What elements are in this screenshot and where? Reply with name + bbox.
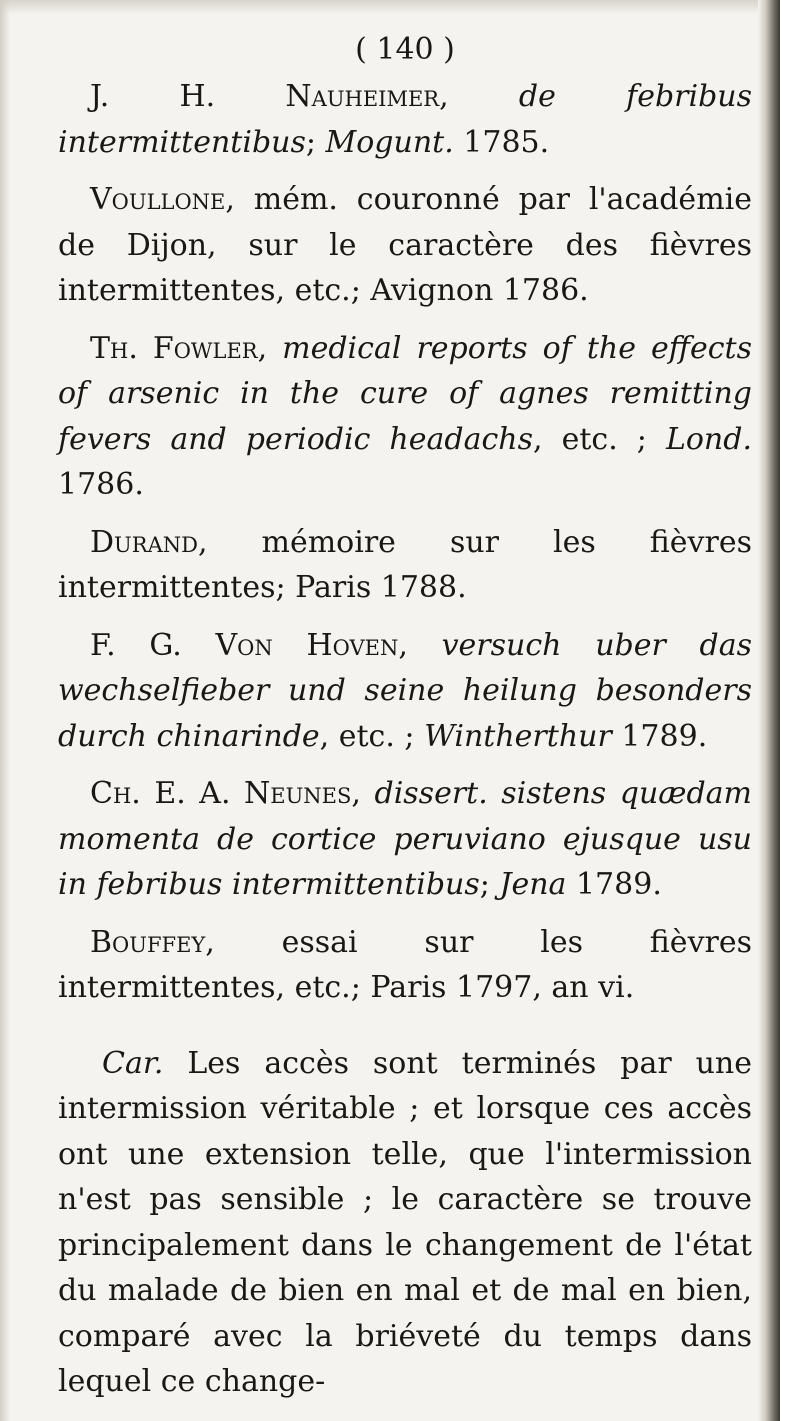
entry-author: Durand <box>90 524 198 560</box>
entry-separator: ; <box>275 570 296 605</box>
entry-separator: , <box>225 182 254 217</box>
entry-separator: , etc. ; <box>319 718 425 754</box>
entry-separator: ; <box>350 970 371 1005</box>
car-text: Les accès sont terminés par une intermission véritable ; et lorsque ces accès ont une extension telle, que l'intermission n'est pas sensible ; le caractère se trouve principalement dans le changement de l'état du malade de bien en mal et de mal en bien, comparé avec la briéveté du temps dans lequel ce change- <box>58 1045 752 1399</box>
binding-shadow <box>758 0 780 1421</box>
page-text-block <box>58 28 752 1421</box>
entry-title: mémoire sur les fièvres intermittentes <box>58 524 752 605</box>
entry-year: 1788. <box>371 570 467 605</box>
entry-year: 1789. <box>611 718 708 754</box>
page-top-edge <box>0 0 780 14</box>
bibliography-entry-von-hoven <box>58 623 752 760</box>
bibliography-entry-durand <box>58 520 752 611</box>
entry-year: 1786. <box>58 467 144 502</box>
entry-separator: , <box>439 79 519 114</box>
bibliography-entry-voullone <box>58 177 752 314</box>
bibliography-entry-neunes <box>58 771 752 908</box>
entry-author: Bouffey <box>90 924 206 960</box>
entry-title: versuch uber das wechselfieber und seine heilung besonders durch chinarinde <box>58 627 753 754</box>
entry-title: de febribus intermittentibus <box>58 79 753 160</box>
page-number: ( 140 ) <box>355 32 455 67</box>
entry-separator: , <box>257 330 283 366</box>
entry-separator: , <box>197 524 262 560</box>
entry-place: Paris <box>370 970 447 1005</box>
entry-year: 1797, an vi. <box>446 970 635 1005</box>
entry-author: Th. Fowler <box>90 330 258 366</box>
bibliography-entry-nauheimer <box>58 74 752 165</box>
characteristics-paragraph <box>58 1041 752 1405</box>
entry-author: J. H. Nauheimer <box>90 79 440 114</box>
entry-author: Voullone <box>90 182 226 217</box>
entry-author: F. G. Von Hoven <box>90 627 399 663</box>
entry-author: Ch. E. A. Neunes <box>90 776 352 811</box>
entry-separator: ; <box>479 867 500 902</box>
entry-place: Avignon <box>370 273 494 308</box>
bibliography-entry-bouffey <box>58 920 752 1011</box>
entry-place: Mogunt. <box>325 124 454 160</box>
entry-separator: ; <box>350 273 371 308</box>
entry-title: essai sur les fièvres intermittentes, etc. <box>58 924 753 1005</box>
entry-year: 1785. <box>453 124 550 160</box>
entry-separator: , <box>398 627 442 663</box>
page-left-edge <box>0 0 10 1421</box>
entry-place: Jena <box>499 867 567 902</box>
entry-title: medical reports of the effects of arsenic in the cure of agnes remitting fevers and periodic headachs <box>58 330 752 457</box>
entry-separator: , <box>351 776 375 811</box>
car-label: Car. <box>102 1045 164 1081</box>
entry-title: mém. couronné par l'académie de Dijon, sur le caractère des fièvres intermittentes, etc. <box>58 182 752 308</box>
entry-separator: , etc. ; <box>533 421 666 457</box>
entry-year: 1789. <box>566 867 662 902</box>
entry-place: Wintherthur <box>424 718 612 754</box>
entry-year: 1786. <box>493 273 589 308</box>
entry-separator: , <box>205 924 282 960</box>
bibliography-entry-fowler <box>58 326 752 508</box>
entry-title: dissert. sistens quædam momenta de cortice peruviano ejusque usu in febribus intermittentibus <box>58 776 752 902</box>
entry-place: Lond. <box>665 421 752 457</box>
entry-place: Paris <box>295 570 372 605</box>
entry-separator: ; <box>305 124 326 160</box>
